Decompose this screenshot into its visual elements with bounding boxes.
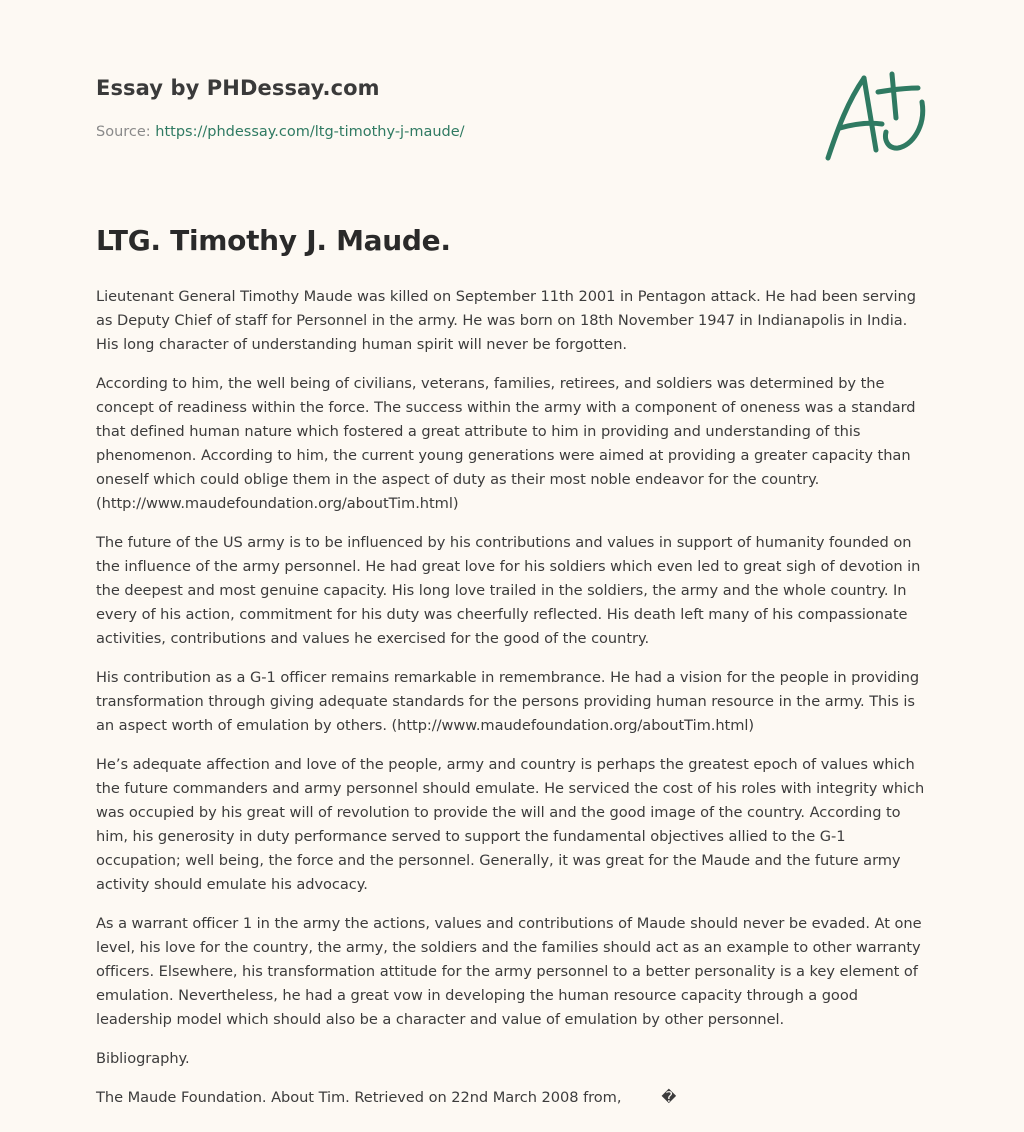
- paragraph: As a warrant officer 1 in the army the actions, values and contributions of Maude should never be evaded. At one level, his love for the country, the army, the soldiers and the families should act as an example to other warranty officers. Elsewhere, his transformation attitude for the army personnel to a better personality is a key element of emulation. Nevertheless, he had a great vow in developing the human resource capacity through a good leadership model which should also be a character and value of emulation by other personnel.: [96, 915, 922, 1028]
- paragraph: He’s adequate affection and love of the people, army and country is perhaps the greatest epoch of values which the future commanders and army personnel should emulate. He serviced the cost of his roles with integrity which was occupied by his great will of revolution to provide the will and the good image of the country. According to him, his generosity in duty performance served to support the fundamental objectives allied to the G-1 occupation; well being, the force and the personnel. Generally, it was great for the Maude and the future army activity should emulate his advocacy.: [96, 756, 925, 893]
- essay-body: [96, 285, 934, 1125]
- bibliography-entry: [96, 1086, 934, 1110]
- document-title: LTG. Timothy J. Maude.: [96, 224, 451, 257]
- bibliography-heading: Bibliography.: [96, 1050, 190, 1067]
- source-link[interactable]: https://phdessay.com/ltg-timothy-j-maude/: [155, 124, 465, 140]
- paragraph: The future of the US army is to be influenced by his contributions and values in support of humanity founded on the influence of the army personnel. He had great love for his soldiers which even led to great sigh of devotion in the deepest and most genuine capacity. His long love trailed in the soldiers, the army and the whole country. In every of his action, commitment for his duty was cheerfully reflected. His death left many of his compassionate activities, contributions and values he exercised for the good of the country.: [96, 534, 921, 647]
- replacement-glyph: �: [661, 1089, 677, 1106]
- site-title: Essay by PHDessay.com: [96, 76, 380, 100]
- bibliography-text: The Maude Foundation. About Tim. Retrieved on 22nd March 2008 from,: [96, 1089, 622, 1106]
- paragraph: According to him, the well being of civilians, veterans, families, retirees, and soldiers was determined by the concept of readiness within the force. The success within the army with a component of oneness was a standard that defined human nature which fostered a great attribute to him in providing and understanding of this phenomenon. According to him, the current young generations were aimed at providing a greater capacity than oneself which could oblige them in the aspect of duty as their most noble endeavor for the country. (http://www.maudefoundation.org/aboutTim.html): [96, 375, 916, 512]
- source-label: Source:: [96, 124, 151, 140]
- paragraph: His contribution as a G-1 officer remains remarkable in remembrance. He had a vision for the people in providing transformation through giving adequate standards for the persons providing human resource in the army. This is an aspect worth of emulation by others. (http://www.maudefoundation.org/aboutTim.html): [96, 669, 920, 734]
- a-plus-grade-icon: [818, 66, 928, 166]
- source-line: [96, 124, 465, 140]
- paragraph: Lieutenant General Timothy Maude was killed on September 11th 2001 in Pentagon attack. He had been serving as Deputy Chief of staff for Personnel in the army. He was born on 18th November 1947 in Indianapolis in India. His long character of understanding human spirit will never be forgotten.: [96, 288, 916, 353]
